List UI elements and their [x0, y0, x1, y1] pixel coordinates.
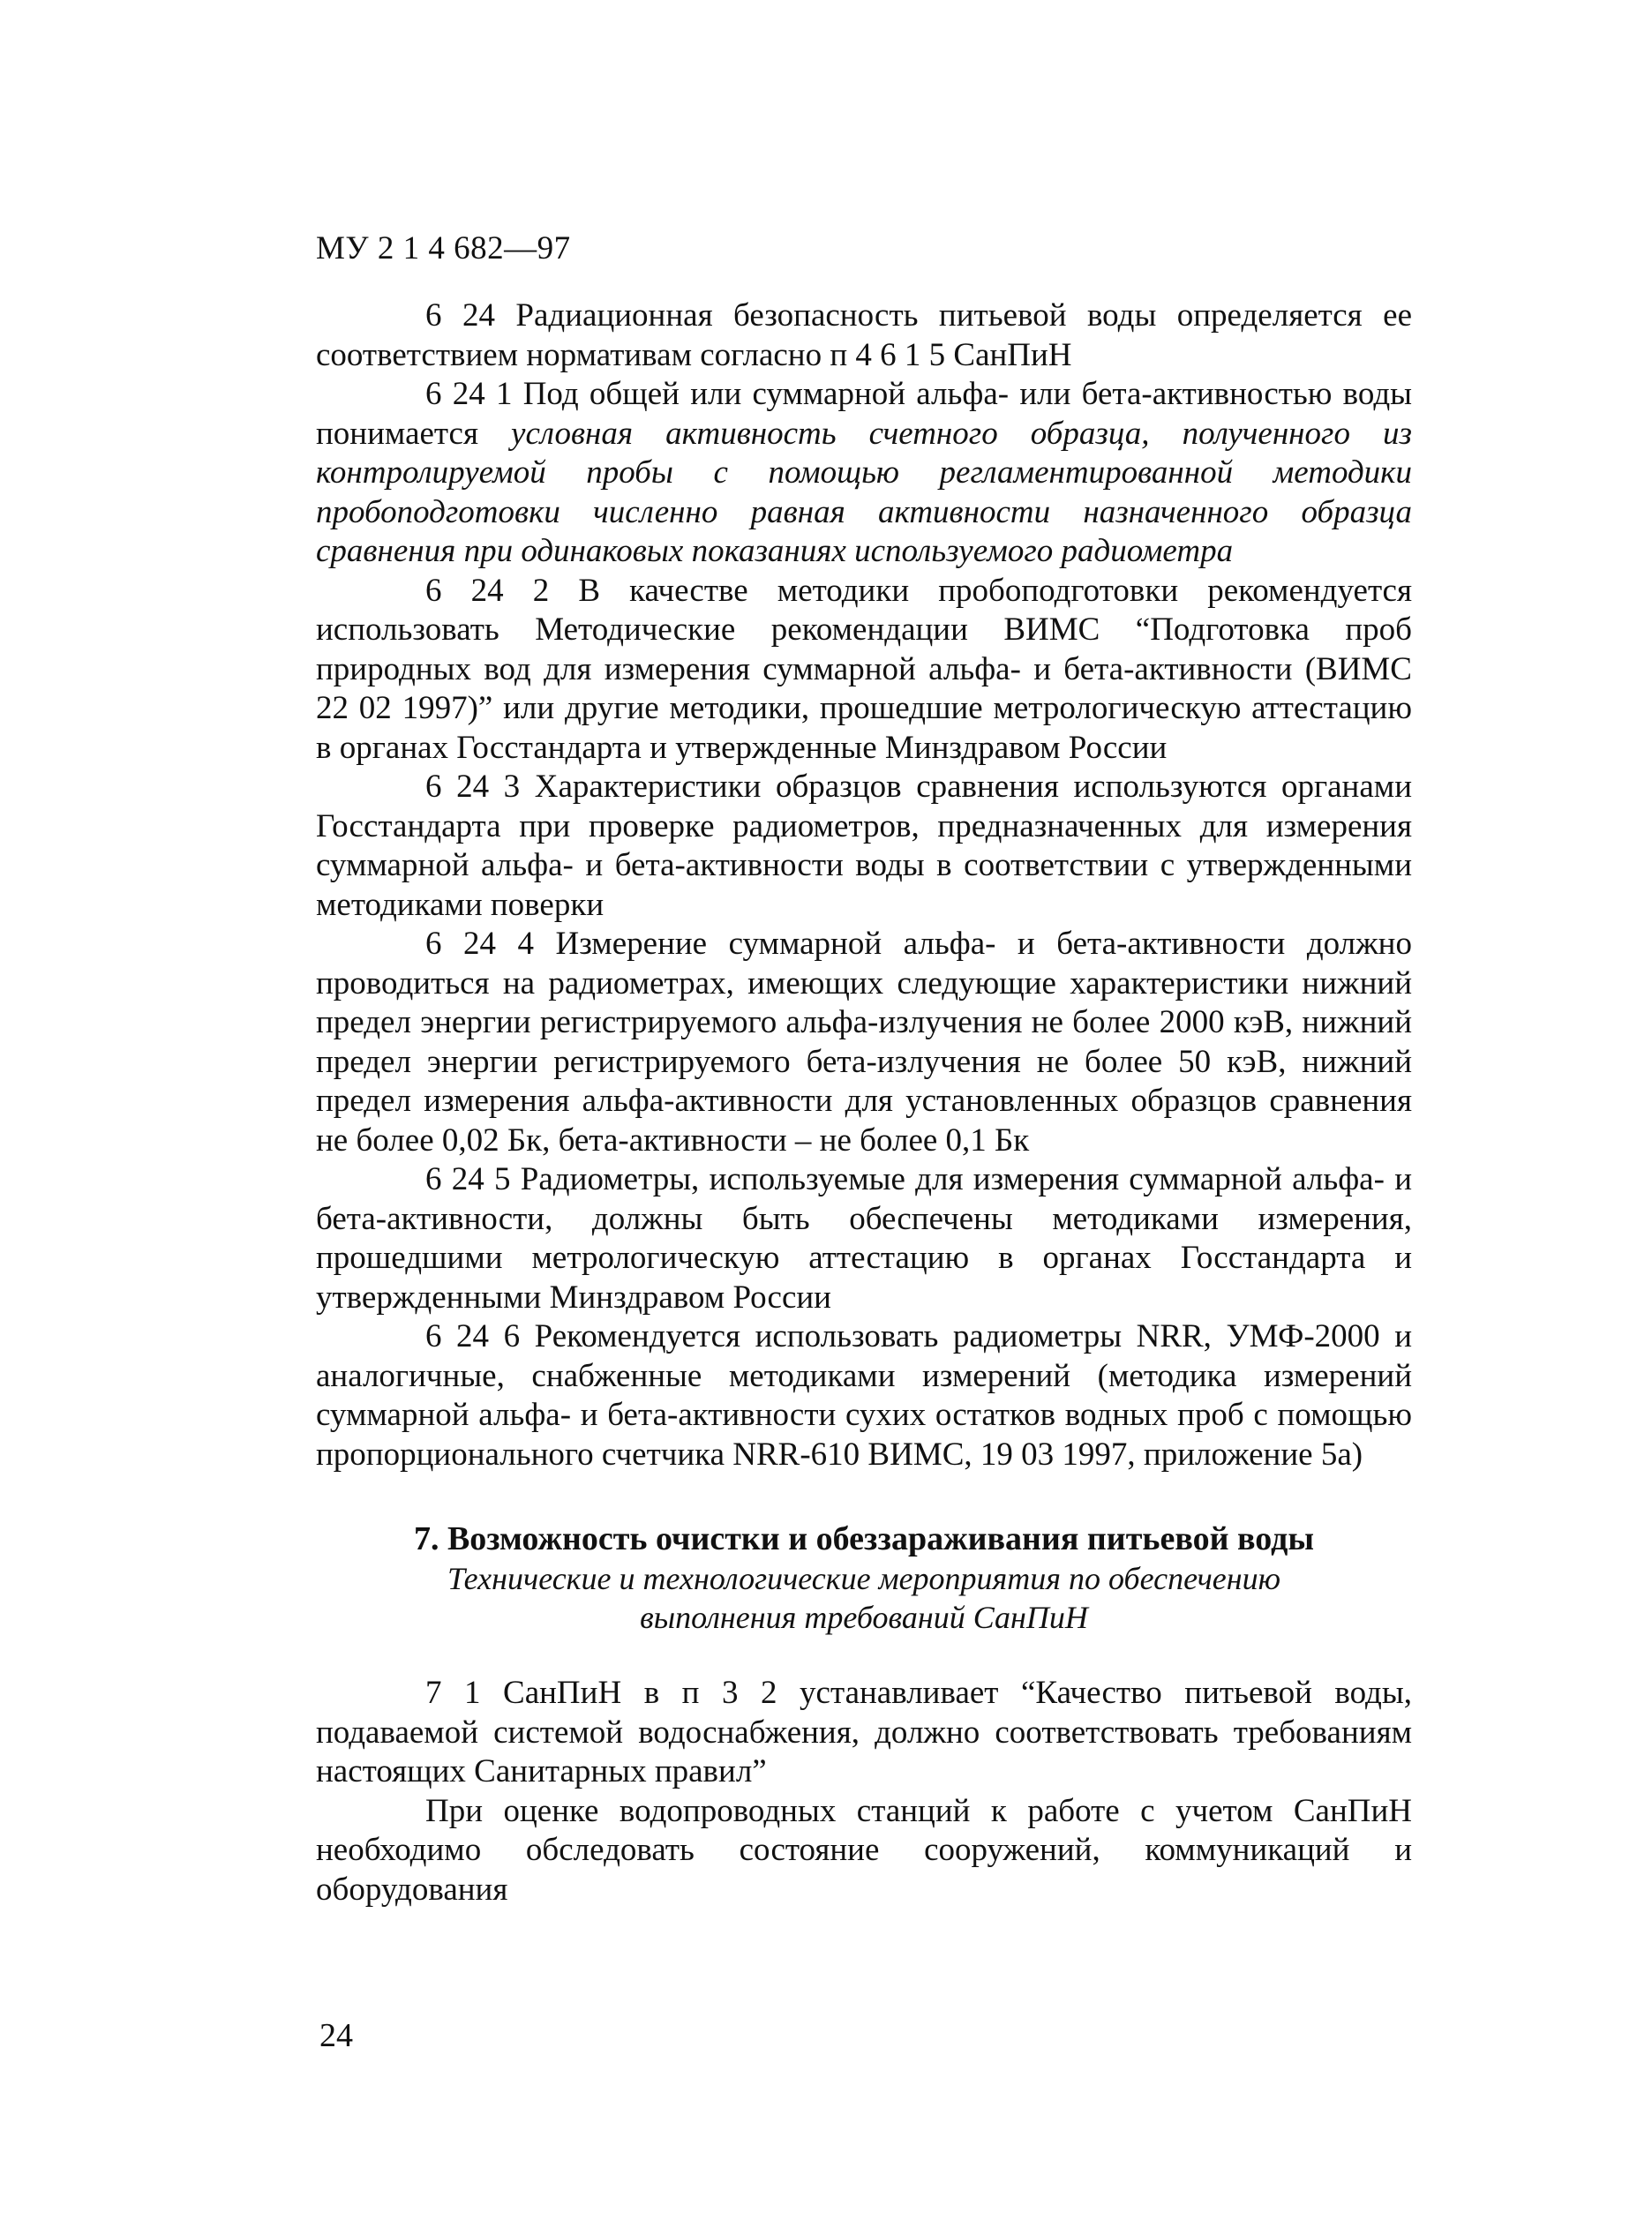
paragraph-text: 6 24 6 Рекомендуется использовать радиометры NRR, УМФ-2000 и аналогичные, снабженные методиками измерений (методика измерений суммарной альфа- и бета-активности сухих остатков водных проб с помощью пропорционального счетчика NRR-610 ВИМС, 19 03 1997, приложение 5а) [316, 1318, 1412, 1473]
section-subtitle-line-1: Технические и технологические мероприятия по обеспечению [447, 1561, 1281, 1596]
paragraph-text: 6 24 3 Характеристики образцов сравнения используются органами Госстандарта при проверке радиометров, предназначенных для измерения суммарной альфа- и бета-активности воды в соответствии с утвержденными методиками поверки [316, 769, 1412, 923]
page-number: 24 [319, 2017, 353, 2054]
paragraph-6-24-2 [316, 572, 1412, 769]
paragraph-text: 6 24 5 Радиометры, используемые для измерения суммарной альфа- и бета-активности, должны быть обеспечены методиками измерения, прошедшими метрологическую аттестацию в органах Госстандарта и утвержденными Минздравом России [316, 1161, 1412, 1316]
paragraph-text: 6 24 1 Под общей или суммарной альфа- или бета-активностью воды понимается [316, 376, 1412, 452]
paragraph-6-24-5 [316, 1160, 1412, 1317]
paragraph-6-24-3 [316, 768, 1412, 925]
paragraph-6-24-6 [316, 1317, 1412, 1474]
paragraph-text: При оценке водопроводных станций к работе с учетом СанПиН необходимо обследовать состояние сооружений, коммуникаций и оборудования [316, 1792, 1412, 1908]
paragraph-text: 6 24 2 В качестве методики пробоподготовки рекомендуется использовать Методические рекомендации ВИМС “Подготовка проб природных вод для измерения суммарной альфа- и бета-активности (ВИМС 22 02 1997)” или другие методики, прошедшие метрологическую аттестацию в органах Госстандарта и утвержденные Минздравом России [316, 572, 1412, 766]
paragraph-7-1 [316, 1674, 1412, 1792]
document-code: МУ 2 1 4 682—97 [316, 230, 571, 266]
page-content [316, 296, 1412, 1909]
paragraph-emphasis: условная активность счетного образца, полученного из контролируемой пробы с помощью регламентированной методики пробоподготовки численно равная активности назначенного образца сравнения при одинаковых показаниях используемого радиометра [316, 415, 1412, 569]
paragraph-6-24-4 [316, 925, 1412, 1160]
paragraph-6-24-1 [316, 375, 1412, 572]
paragraph-text: 6 24 Радиационная безопасность питьевой воды определяется ее соответствием нормативам согласно п 4 6 1 5 СанПиН [316, 297, 1412, 373]
paragraph-6-24 [316, 296, 1412, 375]
paragraph-text: 6 24 4 Измерение суммарной альфа- и бета-активности должно проводиться на радиометрах, имеющих следующие характеристики нижний предел энергии регистрируемого альфа-излучения не более 2000 кэВ, нижний предел энергии регистрируемого бета-излучения не более 50 кэВ, нижний предел измерения альфа-активности для установленных образцов сравнения не более 0,02 Бк, бета-активности – не более 0,1 Бк [316, 926, 1412, 1159]
section-subtitle-line-2: выполнения требований СанПиН [640, 1600, 1088, 1635]
section-heading [316, 1519, 1412, 1637]
paragraph-text: 7 1 СанПиН в п 3 2 устанавливает “Качество питьевой воды, подаваемой системой водоснабжения, должно соответствовать требованиям настоящих Санитарных правил” [316, 1675, 1412, 1789]
paragraph-waterworks [316, 1792, 1412, 1910]
section-title: 7. Возможность очистки и обеззараживания питьевой воды [413, 1520, 1315, 1557]
